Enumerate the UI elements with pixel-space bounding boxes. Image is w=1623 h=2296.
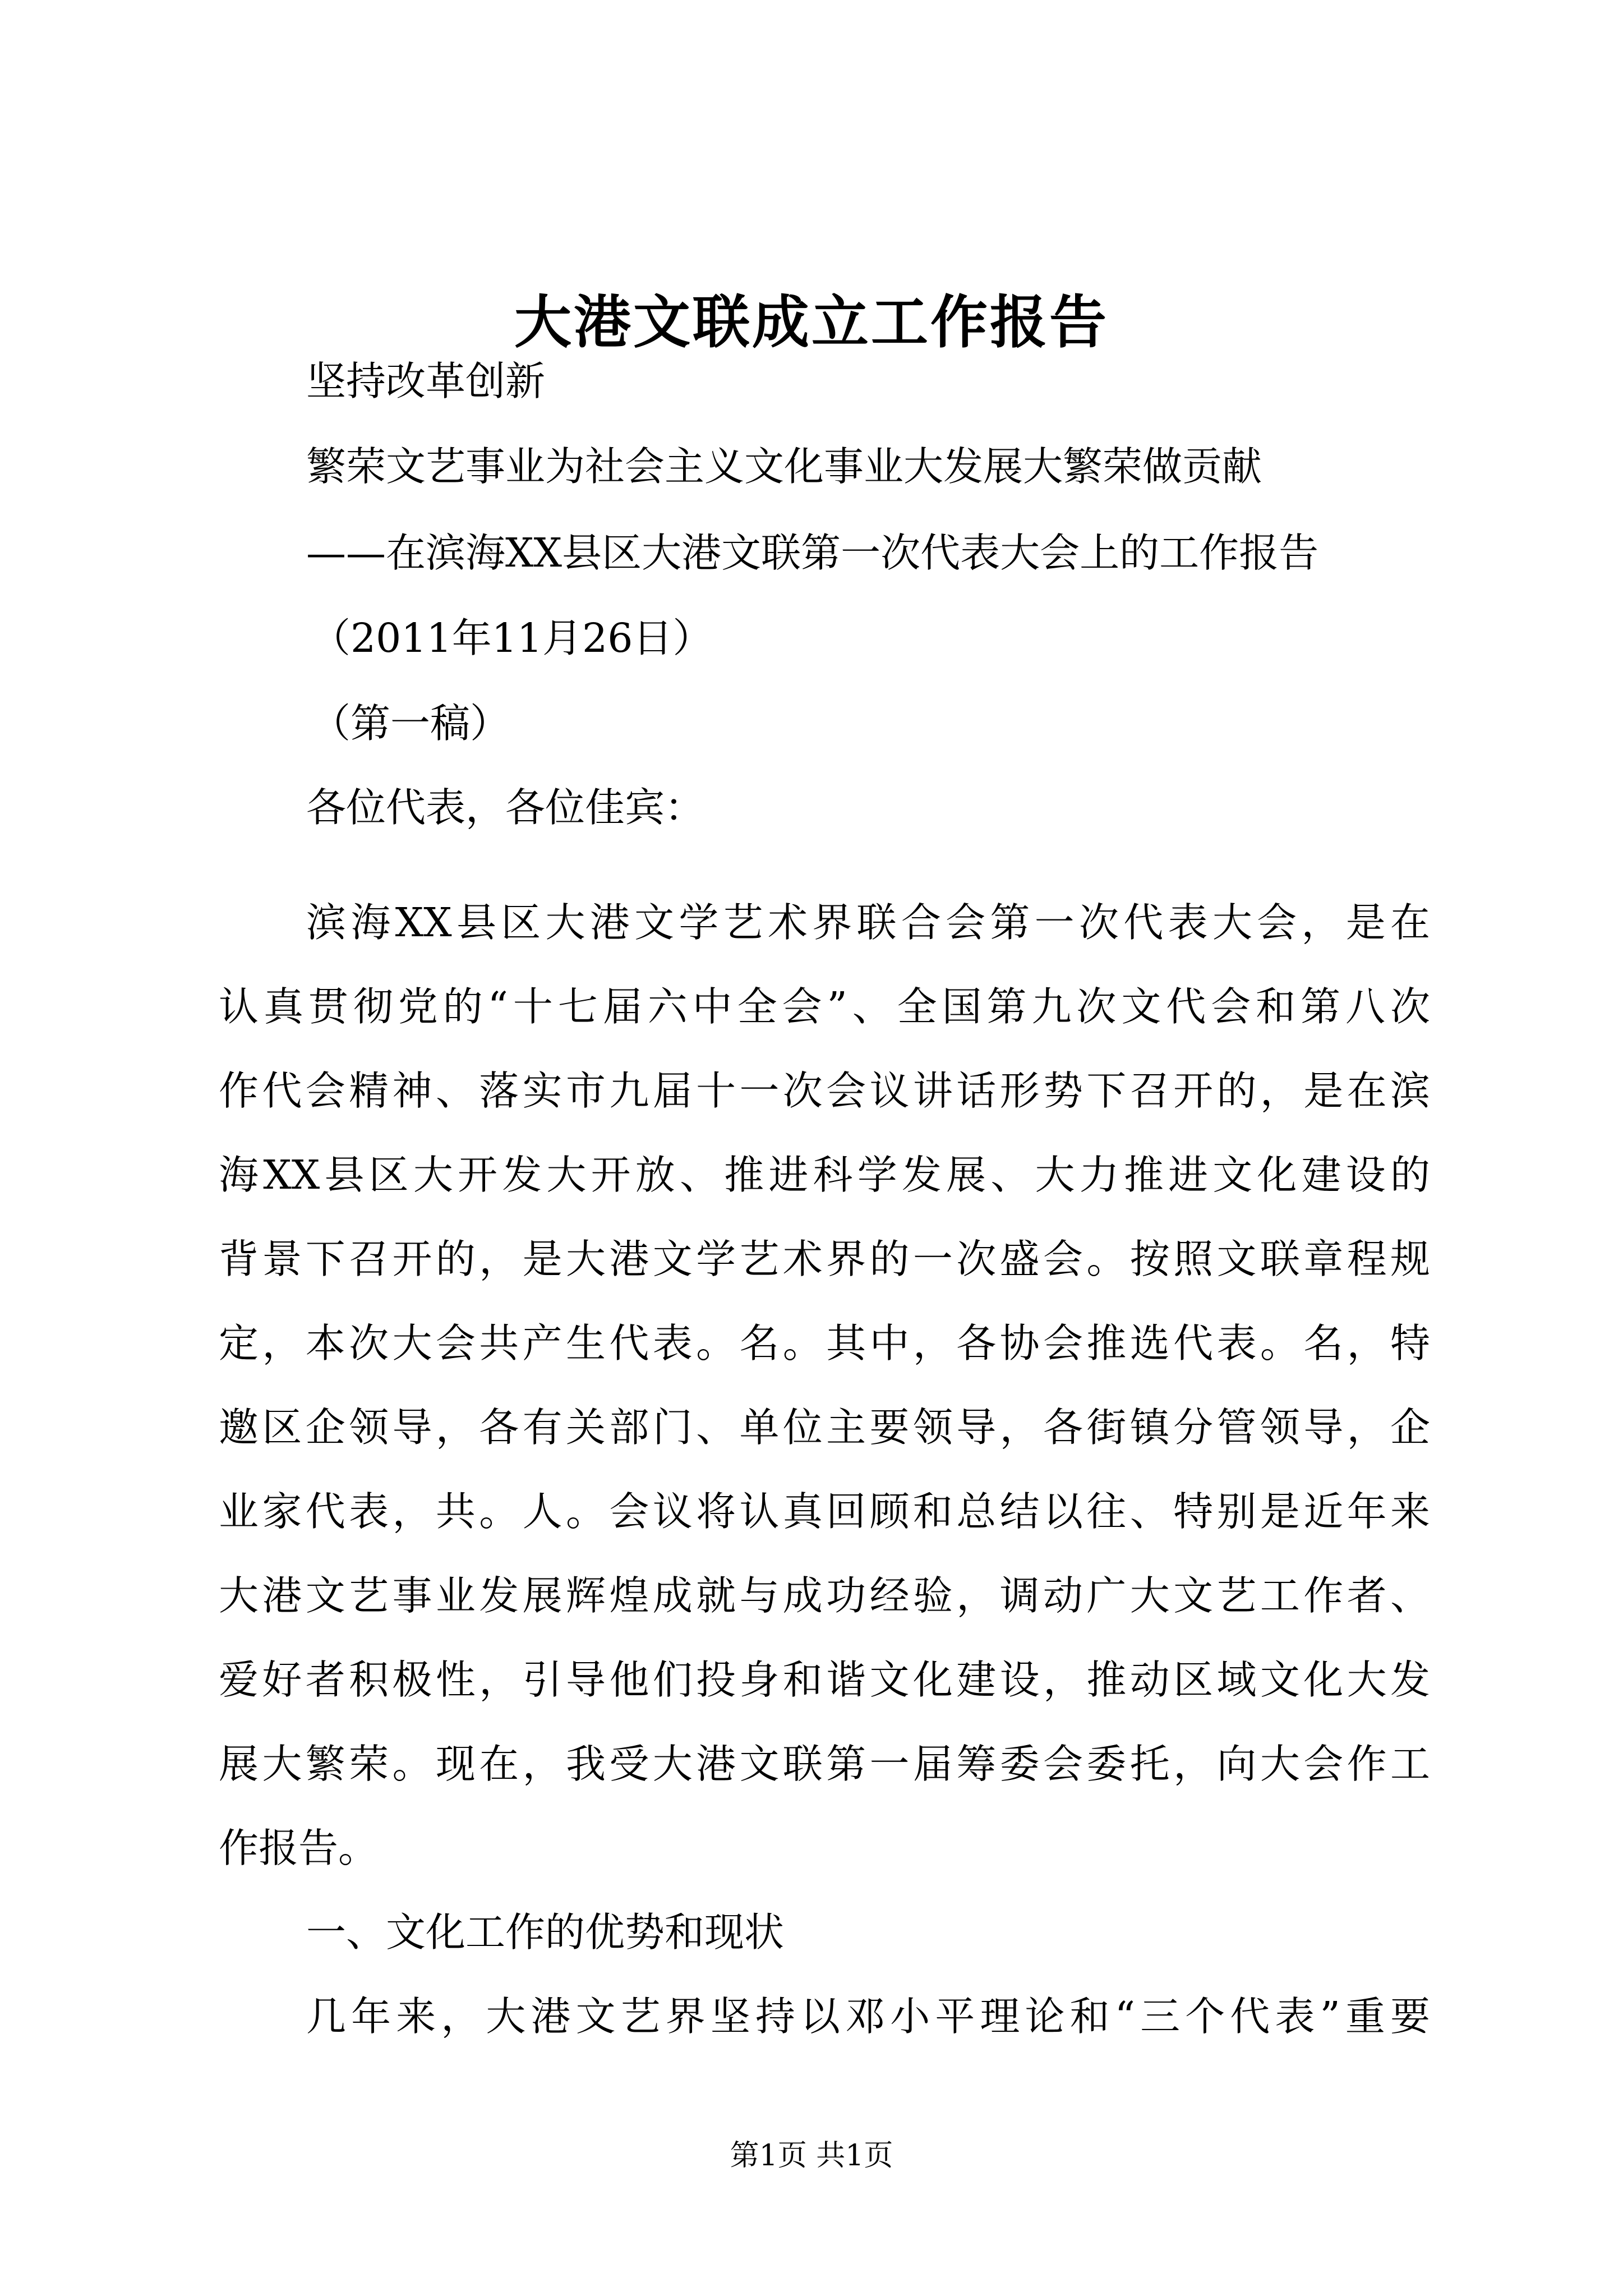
body-text [219,881,1430,2059]
paragraph-1-line: 大港文艺事业发展辉煌成就与成功经验，调动广大文艺工作者、 [219,1572,1430,1619]
paragraph-1-line: 作代会精神、落实市九届十一次会议讲话形势下召开的，是在滨 [219,1068,1430,1114]
salutation: 各位代表，各位佳宾： [306,784,705,831]
subtitle-line-2: 繁荣文艺事业为社会主义文化事业大发展大繁荣做贡献 [306,443,1262,490]
paragraph-1-line: 定，本次大会共产生代表。名。其中，各协会推选代表。名，特 [219,1320,1430,1366]
section-heading: 一、文化工作的优势和现状 [306,1909,785,1955]
paragraph-1-line: 滨海XX县区大港文学艺术界联合会第一次代表大会，是在 [306,899,1430,946]
document-title: 大港文联成立工作报告 [514,289,1109,356]
date-line: （2011年11月26日） [311,615,713,661]
paragraph-1-line: 海XX县区大开发大开放、推进科学发展、大力推进文化建设的 [219,1152,1430,1198]
paragraph-1-line: 展大繁荣。现在，我受大港文联第一届筹委会委托，向大会作工 [219,1741,1430,1787]
paragraph-1-line: 背景下召开的，是大港文学艺术界的一次盛会。按照文联章程规 [219,1236,1430,1282]
paragraph-1-line: 业家代表，共。人。会议将认真回顾和总结以往、特别是近年来 [219,1488,1430,1535]
paragraph-2-line: 几年来，大港文艺界坚持以邓小平理论和“三个代表”重要 [306,1993,1430,2040]
subtitle-line-1: 坚持改革创新 [306,358,546,404]
paragraph-1-line: 认真贯彻党的“十七届六中全会”、全国第九次文代会和第八次 [219,983,1430,1030]
draft-line: （第一稿） [311,700,510,747]
page-number: 第1页 共1页 [730,2139,893,2173]
paragraph-1-line: 邀区企领导，各有关部门、单位主要领导，各街镇分管领导，企 [219,1404,1430,1451]
paragraph-1-line: 作报告。 [219,1825,379,1871]
subtitle-line-3: ——在滨海XX县区大港文联第一次代表大会上的工作报告 [306,530,1319,576]
paragraph-1-line: 爱好者积极性，引导他们投身和谐文化建设，推动区域文化大发 [219,1657,1430,1703]
